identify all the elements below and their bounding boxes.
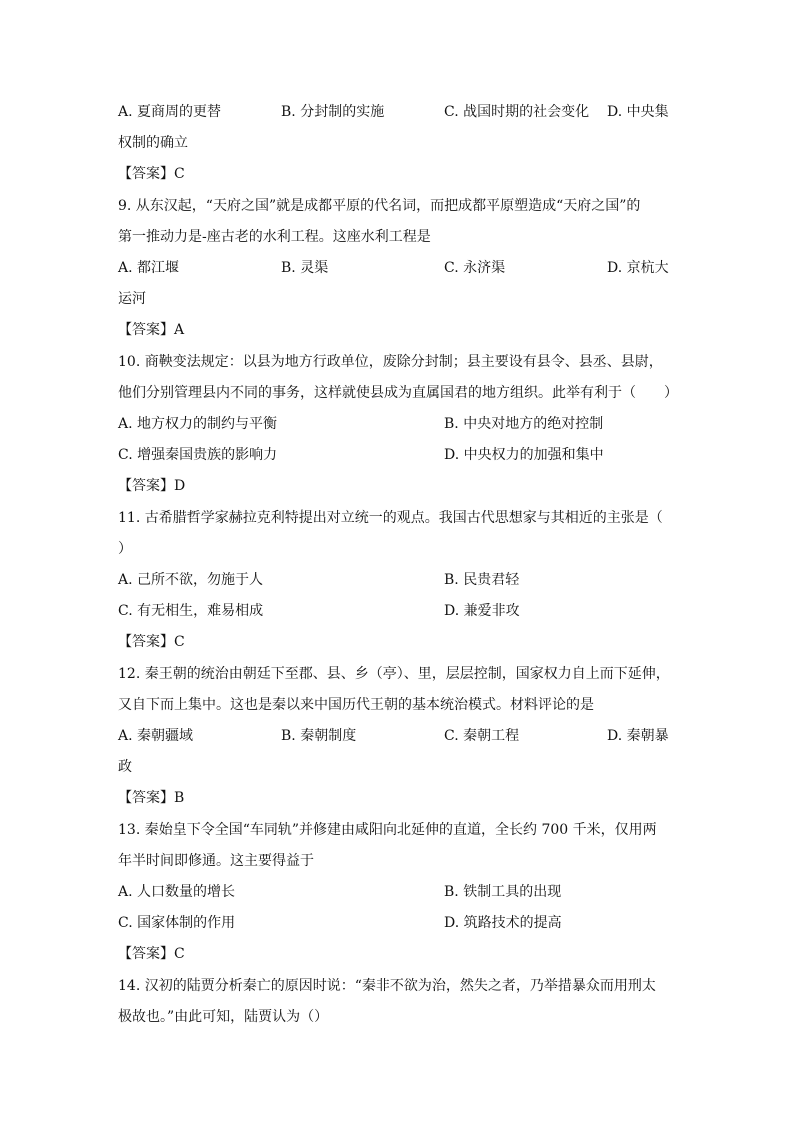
q8-option-b: B. 分封制的实施	[281, 104, 385, 120]
q13-answer: 【答案】C	[118, 946, 185, 962]
q13-stem-line-1: 13. 秦始皇下令全国“车同轨”并修建由咸阳向北延伸的直道，全长约 700 千米，仅用两	[118, 822, 657, 838]
q10-stem-line-2: 他们分别管理县内不同的事务，这样就使县成为直属国君的地方组织。此举有利于（ ）	[118, 385, 678, 401]
q12-option-d-continued: 政	[118, 759, 132, 775]
q13-option-b: B. 铁制工具的出现	[444, 884, 562, 900]
q11-option-b: B. 民贵君轻	[444, 572, 520, 588]
q9-option-a: A. 都江堰	[118, 260, 180, 276]
q10-option-c: C. 增强秦国贵族的影响力	[118, 447, 278, 463]
q10-option-b: B. 中央对地方的绝对控制	[444, 416, 604, 432]
q9-stem-line-2: 第一推动力是-座古老的水利工程。这座水利工程是	[118, 229, 431, 245]
q13-stem-line-2: 年半时间即修通。这主要得益于	[118, 853, 314, 869]
q9-option-c: C. 永济渠	[444, 260, 506, 276]
q11-option-c: C. 有无相生，难易相成	[118, 603, 264, 619]
q14-stem-line-2: 极故也。”由此可知，陆贾认为（）	[118, 1009, 329, 1025]
q11-stem-line-2: ）	[118, 541, 132, 557]
q10-option-d: D. 中央权力的加强和集中	[444, 447, 604, 463]
q9-stem-line-1: 9. 从东汉起，“天府之国”就是成都平原的代名词，而把成都平原塑造成“天府之国”的	[118, 198, 641, 214]
q9-option-d: D. 京杭大	[607, 260, 669, 276]
q8-answer: 【答案】C	[118, 166, 185, 182]
q8-option-d-continued: 权制的确立	[118, 135, 188, 151]
q10-answer: 【答案】D	[118, 478, 186, 494]
q9-answer: 【答案】A	[118, 322, 185, 338]
q11-answer: 【答案】C	[118, 634, 185, 650]
q10-option-a: A. 地方权力的制约与平衡	[118, 416, 278, 432]
q11-stem-line-1: 11. 古希腊哲学家赫拉克利特提出对立统一的观点。我国古代思想家与其相近的主张是（	[118, 510, 663, 526]
q10-stem-line-1: 10. 商鞅变法规定：以县为地方行政单位，废除分封制；县主要设有县令、县丞、县尉，	[118, 354, 663, 370]
q13-option-a: A. 人口数量的增长	[118, 884, 236, 900]
q11-option-a: A. 己所不欲，勿施于人	[118, 572, 264, 588]
q9-option-b: B. 灵渠	[281, 260, 329, 276]
q14-stem-line-1: 14. 汉初的陆贾分析秦亡的原因时说：“秦非不欲为治，然失之者，乃举措暴众而用刑太	[118, 978, 656, 994]
q12-answer: 【答案】B	[118, 790, 185, 806]
q11-option-d: D. 兼爱非攻	[444, 603, 520, 619]
q12-option-a: A. 秦朝疆域	[118, 728, 194, 744]
q8-option-a: A. 夏商周的更替	[118, 104, 222, 120]
q12-option-b: B. 秦朝制度	[281, 728, 357, 744]
q13-option-c: C. 国家体制的作用	[118, 915, 236, 931]
q8-option-d: D. 中央集	[607, 104, 669, 120]
q13-option-d: D. 筑路技术的提高	[444, 915, 562, 931]
q12-option-c: C. 秦朝工程	[444, 728, 520, 744]
q8-option-c: C. 战国时期的社会变化	[444, 104, 590, 120]
q12-stem-line-2: 又自下而上集中。这也是秦以来中国历代王朝的基本统治模式。材料评论的是	[118, 697, 594, 713]
q12-option-d: D. 秦朝暴	[607, 728, 669, 744]
q12-stem-line-1: 12. 秦王朝的统治由朝廷下至郡、县、乡（亭）、里，层层控制，国家权力自上而下延伸，	[118, 666, 670, 682]
q9-option-d-continued: 运河	[118, 291, 146, 307]
